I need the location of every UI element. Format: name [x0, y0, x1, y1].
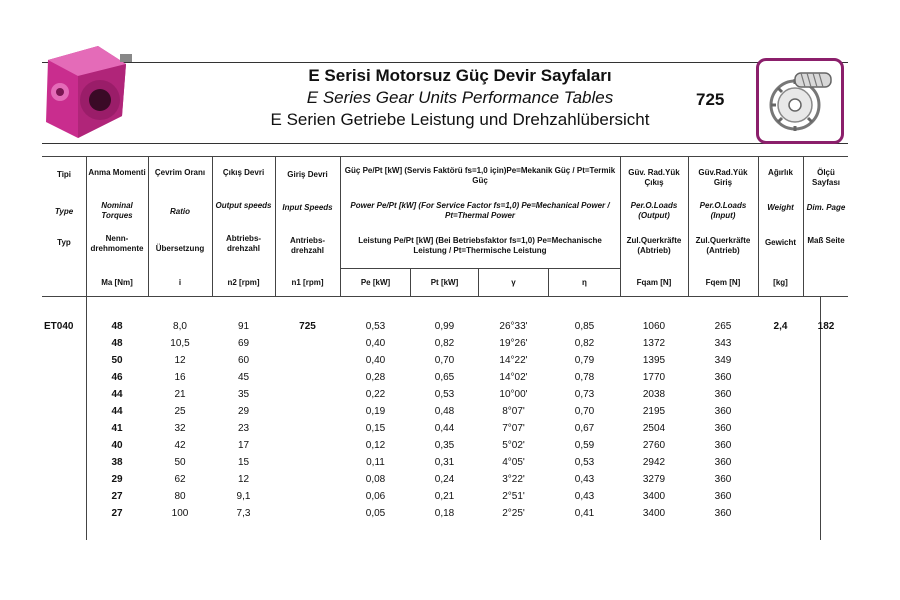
cell-n2: 60: [237, 355, 250, 366]
cell-g: 8°07': [502, 406, 525, 417]
cell-pt: 0,65: [434, 372, 455, 383]
cell-ma: 29: [111, 474, 123, 485]
cell-ma: 27: [111, 491, 123, 502]
cell-fqa: 2760: [642, 440, 666, 451]
cell-n2: 35: [237, 389, 250, 400]
col-weight-unit: [kg]: [773, 278, 788, 287]
cell-pe: 0,53: [365, 321, 386, 332]
cell-n2: 9,1: [236, 491, 251, 502]
table-top-rule: [42, 156, 848, 157]
cell-fqe: 360: [714, 474, 732, 485]
title-turkish: E Serisi Motorsuz Güç Devir Sayfaları: [308, 66, 612, 85]
cell-ma: 38: [111, 457, 123, 468]
worm-gearbox-icon: [38, 42, 134, 142]
cell-eta: 0,67: [574, 423, 595, 434]
col-torque-unit: Ma [Nm]: [101, 278, 133, 287]
col-input-speed-unit: n1 [rpm]: [291, 278, 324, 287]
dim-page-value: 182: [817, 321, 835, 332]
cell-fqa: 3279: [642, 474, 666, 485]
cell-n2: 15: [237, 457, 250, 468]
cell-eta: 0,59: [574, 440, 595, 451]
col-input-load-unit: Fqem [N]: [705, 278, 741, 287]
cell-i: 10,5: [170, 338, 190, 349]
cell-i: 62: [174, 474, 186, 485]
title-block: [215, 65, 705, 131]
col-input-load-en: Per.O.Loads (Input): [699, 201, 747, 220]
col-input-load-tr: Güv.Rad.Yük Giriş: [698, 168, 748, 187]
cell-ma: 40: [111, 440, 123, 451]
cell-g: 14°22': [499, 355, 528, 366]
cell-fqe: 360: [714, 389, 732, 400]
cell-ma: 44: [111, 389, 123, 400]
col-weight-en: Weight: [767, 203, 794, 212]
cell-ma: 44: [111, 406, 123, 417]
cell-eta: 0,43: [574, 491, 595, 502]
cell-pe: 0,05: [365, 508, 386, 519]
col-input-speed-tr: Giriş Devri: [287, 170, 328, 179]
col-torque-tr: Anma Momenti: [88, 168, 146, 177]
cell-g: 4°05': [502, 457, 525, 468]
worm-gear-icon: [765, 67, 835, 137]
cell-ma: 50: [111, 355, 123, 366]
col-type-de: Typ: [57, 238, 71, 247]
col-power-de: Leistung Pe/Pt [kW] (Bei Betriebsfaktor fs=1,0) Pe=Mechanische Leistung / Pt=Thermische Leistung: [358, 236, 602, 255]
cell-i: 100: [171, 508, 189, 519]
cell-i: 21: [174, 389, 186, 400]
cell-g: 10°00': [499, 389, 528, 400]
cell-n2: 23: [237, 423, 250, 434]
cell-fqa: 2942: [642, 457, 666, 468]
cell-pt: 0,99: [434, 321, 455, 332]
cell-fqe: 360: [714, 491, 732, 502]
col-power-en: Power Pe/Pt [kW] (For Service Factor fs=1,0) Pe=Mechanical Power / Pt=Thermal Power: [350, 201, 610, 220]
cell-n2: 29: [237, 406, 250, 417]
cell-g: 7°07': [502, 423, 525, 434]
cell-fqa: 2038: [642, 389, 666, 400]
cell-fqe: 360: [714, 423, 732, 434]
col-output-load-en: Per.O.Loads (Output): [630, 201, 678, 220]
cell-fqa: 1060: [642, 321, 666, 332]
table-header-bottom-rule: [42, 296, 848, 297]
header-top-rule: [42, 62, 848, 63]
cell-pt: 0,31: [434, 457, 455, 468]
cell-pt: 0,70: [434, 355, 455, 366]
cell-n2: 17: [237, 440, 250, 451]
page-number: 725: [696, 90, 725, 109]
cell-pt: 0,82: [434, 338, 455, 349]
col-eta-unit: η: [582, 278, 587, 287]
col-output-speed-de: Abtriebs-drehzahl: [225, 234, 262, 253]
cell-g: 3°22': [502, 474, 525, 485]
title-german: E Serien Getriebe Leistung und Drehzahlübersicht: [270, 110, 650, 129]
col-weight-de: Gewicht: [764, 238, 797, 247]
cell-pt: 0,18: [434, 508, 455, 519]
cell-pe: 0,40: [365, 338, 386, 349]
col-ratio-en: Ratio: [170, 207, 190, 216]
cell-fqa: 2504: [642, 423, 666, 434]
header-bottom-rule: [42, 143, 848, 144]
cell-i: 8,0: [173, 321, 187, 332]
cell-n2: 12: [237, 474, 250, 485]
cell-ma: 48: [111, 321, 123, 332]
cell-pe: 0,06: [365, 491, 386, 502]
cell-ma: 48: [111, 338, 123, 349]
cell-pt: 0,53: [434, 389, 455, 400]
cell-fqe: 360: [714, 406, 732, 417]
cell-pe: 0,40: [365, 355, 386, 366]
cell-ma: 46: [111, 372, 123, 383]
col-torque-en: Nominal Torques: [101, 201, 133, 220]
cell-i: 50: [174, 457, 186, 468]
col-output-load-tr: Güv. Rad.Yük Çıkış: [628, 168, 680, 187]
col-power-tr: Güç Pe/Pt [kW] (Servis Faktörü fs=1,0 için)Pe=Mekanik Güç / Pt=Termik Güç: [344, 166, 616, 185]
cell-pt: 0,24: [434, 474, 455, 485]
cell-pe: 0,11: [366, 457, 385, 468]
cell-fqa: 3400: [642, 508, 666, 519]
cell-pe: 0,08: [365, 474, 386, 485]
cell-eta: 0,41: [574, 508, 595, 519]
cell-pt: 0,35: [434, 440, 455, 451]
col-dim-page-de: Maß Seite: [807, 236, 845, 245]
col-pt-unit: Pt [kW]: [430, 278, 459, 287]
cell-fqe: 349: [714, 355, 732, 366]
col-torque-de: Nenn-drehmomente: [90, 234, 144, 253]
cell-fqe: 360: [714, 457, 732, 468]
cell-eta: 0,78: [574, 372, 595, 383]
cell-fqa: 1372: [642, 338, 666, 349]
cell-fqa: 2195: [642, 406, 666, 417]
col-output-load-unit: Fqam [N]: [636, 278, 672, 287]
weight-value: 2,4: [773, 321, 788, 332]
cell-eta: 0,85: [574, 321, 595, 332]
cell-eta: 0,73: [574, 389, 595, 400]
cell-eta: 0,43: [574, 474, 595, 485]
col-ratio-unit: i: [178, 278, 182, 287]
cell-eta: 0,70: [574, 406, 595, 417]
cell-pe: 0,15: [365, 423, 386, 434]
col-pe-unit: Pe [kW]: [360, 278, 391, 287]
cell-fqa: 1770: [642, 372, 666, 383]
model-code: ET040: [44, 321, 74, 332]
input-speed-value: 725: [299, 321, 316, 332]
cell-g: 14°02': [499, 372, 528, 383]
col-type-en: Type: [54, 207, 74, 216]
cell-eta: 0,53: [574, 457, 595, 468]
col-input-load-de: Zul.Querkräfte (Antrieb): [695, 236, 751, 255]
cell-ma: 27: [111, 508, 123, 519]
col-weight-tr: Ağırlık: [768, 168, 793, 177]
col-output-speed-en: Output speeds: [215, 201, 272, 210]
cell-pe: 0,22: [365, 389, 386, 400]
cell-i: 42: [174, 440, 186, 451]
logo-frame: [756, 58, 844, 144]
cell-g: 5°02': [502, 440, 525, 451]
col-input-speed-de: Antriebs-drehzahl: [289, 236, 326, 255]
cell-pt: 0,21: [434, 491, 455, 502]
cell-i: 32: [174, 423, 186, 434]
col-ratio-tr: Çevrim Oranı: [154, 168, 206, 177]
cell-fqe: 360: [714, 508, 732, 519]
cell-pt: 0,44: [434, 423, 455, 434]
cell-fqe: 360: [714, 372, 732, 383]
cell-n2: 91: [237, 321, 250, 332]
cell-n2: 45: [237, 372, 250, 383]
cell-fqe: 360: [714, 440, 732, 451]
cell-pe: 0,19: [365, 406, 386, 417]
col-type-tr: Tipi: [56, 170, 72, 179]
col-input-speed-en: Input Speeds: [282, 203, 333, 212]
cell-g: 2°25': [502, 508, 525, 519]
cell-fqe: 343: [714, 338, 732, 349]
cell-g: 26°33': [499, 321, 528, 332]
cell-g: 19°26': [499, 338, 528, 349]
cell-fqe: 265: [714, 321, 732, 332]
cell-pt: 0,48: [434, 406, 455, 417]
cell-g: 2°51': [502, 491, 525, 502]
col-dim-page-en: Dim. Page: [806, 203, 846, 212]
col-divider: [340, 156, 341, 296]
cell-n2: 69: [237, 338, 250, 349]
cell-eta: 0,82: [574, 338, 595, 349]
col-output-load-de: Zul.Querkräfte (Abtrieb): [626, 236, 682, 255]
col-gamma-unit: γ: [511, 278, 516, 287]
cell-pe: 0,28: [365, 372, 386, 383]
col-output-speed-tr: Çıkış Devri: [222, 168, 265, 177]
cell-n2: 7,3: [236, 508, 251, 519]
col-ratio-de: Übersetzung: [155, 244, 205, 253]
cell-i: 25: [174, 406, 186, 417]
cell-i: 16: [174, 372, 186, 383]
cell-fqa: 3400: [642, 491, 666, 502]
col-dim-page-tr: Ölçü Sayfası: [811, 168, 841, 187]
cell-fqa: 1395: [642, 355, 666, 366]
cell-pe: 0,12: [365, 440, 386, 451]
col-output-speed-unit: n2 [rpm]: [227, 278, 260, 287]
cell-ma: 41: [111, 423, 123, 434]
title-english: E Series Gear Units Performance Tables: [306, 88, 614, 107]
power-subheader-rule: [340, 268, 620, 269]
cell-i: 80: [174, 491, 186, 502]
cell-eta: 0,79: [574, 355, 595, 366]
cell-i: 12: [174, 355, 186, 366]
